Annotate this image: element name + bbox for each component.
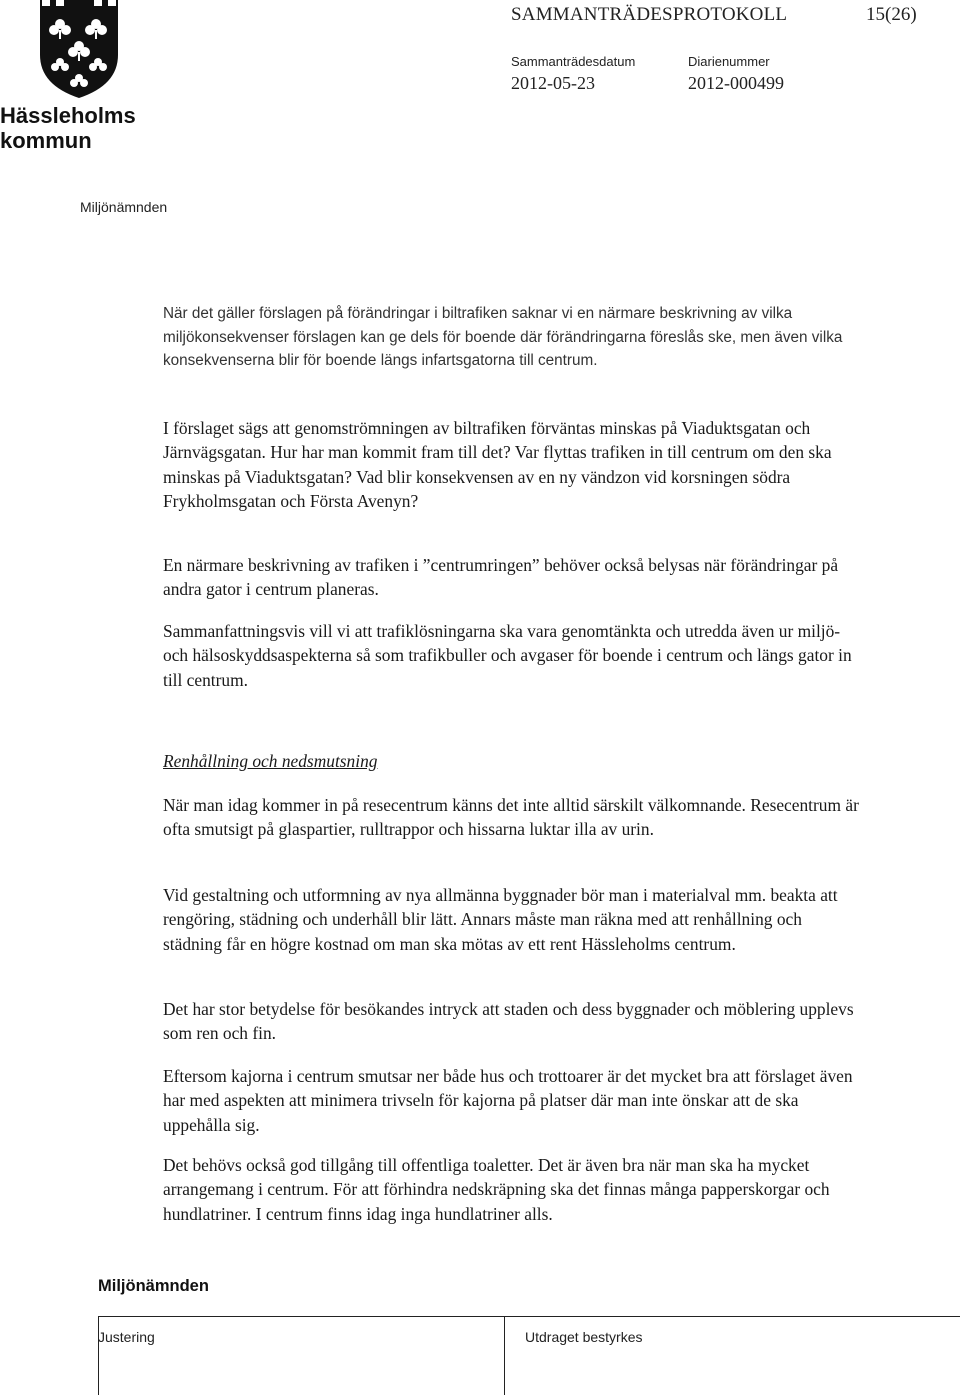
traffic-paragraph-1: I förslaget sägs att genomströmningen av biltrafiken förväntas minskas på Viaduktsgatan och Järnvägsgatan. Hur har man kommit fram till det? Var flyttas trafiken in till centrum om den ska minskas på Viaduktsgatan? Vad blir konsekvensen av en ny vändzon vid korsningen södra Frykholmsgatan och Första Avenyn? [163, 418, 832, 512]
traffic-paragraph-2: En närmare beskrivning av trafiken i ”centrumringen” behöver också belysas när förändringar på andra gator i centrum planeras. [163, 555, 839, 600]
logo-line-2: kommun [0, 128, 92, 153]
section-paragraph-1: När man idag kommer in på resecentrum känns det inte alltid särskilt välkomnande. Resecentrum är ofta smutsigt på glaspartier, rulltrappor och hissarna luktar illa av urin. [163, 795, 859, 840]
utdraget-label: Utdraget bestyrkes [525, 1329, 643, 1345]
footer-divider [98, 1316, 960, 1317]
section-paragraph-4: Eftersom kajorna i centrum smutsar ner både hus och trottoarer är det mycket bra att förslaget även har med aspekten att minimera trivseln för kajorna på platser där man inte önskar att de ska uppehålla sig. [163, 1066, 853, 1135]
section-paragraph-5: Det behövs också god tillgång till offentliga toaletter. Det är även bra när man ska ha mycket arrangemang i centrum. För att förhindra nedskräpning ska det finnas många papperskorgar och hundlatriner. I centrum finns idag inga hundlatriner alls. [163, 1155, 830, 1224]
footer-department: Miljönämnden [98, 1277, 209, 1295]
intro-paragraph: När det gäller förslagen på förändringar i biltrafiken saknar vi en närmare beskrivning av vilka miljökonsekvenser förslagen kan ge dels för boende där förändringarna föreslås ske, men även vilka konsekvenserna blir för boende längs infartsgatorna till centrum. [163, 305, 843, 369]
section-paragraph-2: Vid gestaltning och utformning av nya allmänna byggnader bör man i materialval mm. beakta att rengöring, städning och underhåll blir lätt. Annars måste man räkna med att renhållning och städning får en högre kostnad om man ska mötas av ett rent Hässleholms centrum. [163, 885, 838, 954]
date-label: Sammanträdesdatum [511, 54, 636, 69]
justering-label: Justering [98, 1329, 155, 1345]
department-name: Miljönämnden [80, 199, 168, 215]
footer-left-border [98, 1316, 99, 1395]
section-heading: Renhållning och nedsmutsning [163, 751, 378, 771]
page-number: 15(26) [866, 4, 917, 25]
traffic-paragraph-3: Sammanfattningsvis vill vi att trafiklösningarna ska vara genomtänkta och utredda även ur miljö- och hälsoskyddsaspekterna så som trafikbuller och avgaser för boende i centrum och längs gator in till centrum. [163, 621, 852, 690]
diary-label: Diarienummer [688, 54, 770, 69]
diary-value: 2012-000499 [688, 73, 784, 93]
municipality-logo [0, 0, 160, 160]
section-paragraph-3: Det har stor betydelse för besökandes intryck att staden och dess byggnader och möblering upplevs som ren och fin. [163, 999, 854, 1044]
logo-wordmark [0, 104, 136, 153]
footer-middle-border [504, 1316, 505, 1395]
coat-of-arms-icon [38, 0, 120, 100]
document-title: SAMMANTRÄDESPROTOKOLL [511, 4, 788, 25]
logo-line-1: Hässleholms [0, 103, 136, 128]
date-value: 2012-05-23 [511, 73, 595, 93]
